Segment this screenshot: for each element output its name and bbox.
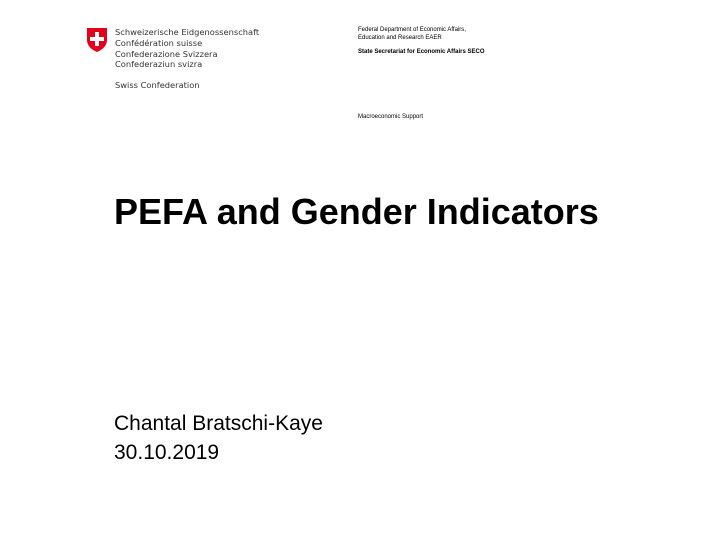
state-secretariat: State Secretariat for Economic Affairs SECO — [358, 49, 485, 55]
unit-name: Macroeconomic Support — [358, 114, 424, 120]
department-line-2: Education and Research EAER — [358, 34, 442, 41]
swiss-crest-icon — [86, 27, 108, 53]
department-line-1: Federal Department of Economic Affairs, — [358, 27, 466, 33]
confederation-name-it: Confederazione Svizzera — [115, 48, 218, 59]
confederation-name-de: Schweizerische Eidgenossenschaft — [115, 27, 260, 37]
swiss-confederation-label: Swiss Confederation — [115, 80, 200, 90]
slide-title: PEFA and Gender Indicators — [114, 191, 599, 232]
confederation-name-fr: Confédération suisse — [115, 37, 203, 48]
confederation-name-rm: Confederaziun svizra — [115, 59, 203, 70]
presentation-date: 30.10.2019 — [114, 441, 220, 464]
department-name — [358, 27, 466, 42]
confederation-names — [115, 27, 259, 70]
presenter-name: Chantal Bratschi-Kaye — [114, 412, 323, 435]
